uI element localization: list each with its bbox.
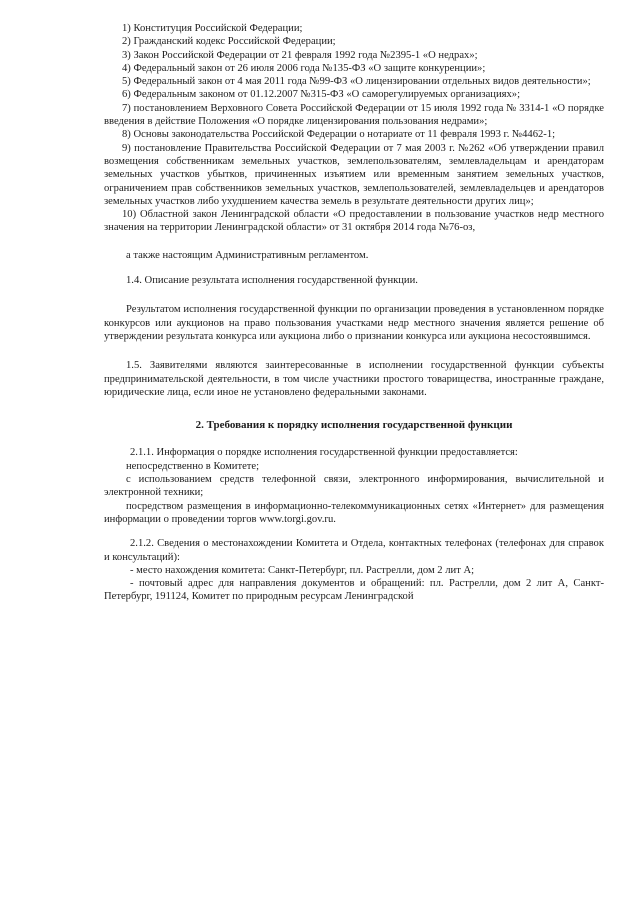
- section-2-1-2-paragraph: 2.1.2. Сведения о местонахождении Комитета и Отдела, контактных телефонах (телефонах для справок и консультаций):: [104, 538, 604, 563]
- legal-basis-item-5: 5) Федеральный закон от 4 мая 2011 года №99-ФЗ «О лицензировании отдельных видов деятельности»;: [122, 76, 591, 88]
- section-1-5-paragraph: 1.5. Заявителями являются заинтересованные в исполнении государственной функции субъекты предпринимательской деятельности, в том числе участники простого товарищества, иностранные граждане, юридические лица, если иное не установлено федеральными законами.: [104, 360, 604, 398]
- legal-basis-item-9: 9) постановление Правительства Российской Федерации от 7 мая 2003 г. №262 «Об утверждении правил возмещения собственникам земельных участков, землепользователям, землевладельцам и арендаторам земельных участков убытков, причиненных изъятием или временным занятием земельных участков, ограничением прав собственников земельных участков, землепользователей, землевладельцев и арендаторов земельных участков либо ухудшением качества земель в результате деятельности других лиц»;: [104, 142, 604, 207]
- legal-basis-item-6: 6) Федеральным законом от 01.12.2007 №315-ФЗ «О саморегулируемых организациях»;: [122, 89, 521, 101]
- info-direct-line: непосредственно в Комитете;: [126, 460, 260, 472]
- legal-basis-item-10: 10) Областной закон Ленинградской области «О предоставлении в пользование участков недр местного значения на территории Ленинградской области» от 31 октября 2014 года №76-оз,: [104, 209, 604, 234]
- legal-basis-item-8: 8) Основы законодательства Российской Федерации о нотариате от 11 февраля 1993 г. №4462-1;: [122, 129, 556, 141]
- info-internet-line: посредством размещения в информационно-телекоммуникационных сетях «Интернет» для размещения информации о проведении торгов www.torgi.gov.ru.: [104, 500, 604, 525]
- section-1-4-title: 1.4. Описание результата исполнения государственной функции.: [126, 275, 418, 287]
- result-paragraph: Результатом исполнения государственной функции по организации проведения в установленном порядке конкурсов или аукционов на право пользования участками недр местного значения является решение об утверждении результата конкурса или аукциона либо о признании конкурса или аукциона несостоявшимся.: [104, 304, 604, 342]
- info-phone-line: с использованием средств телефонной связи, электронного информирования, вычислительной и электронной техники;: [104, 474, 604, 499]
- section-2-heading: 2. Требования к порядку исполнения государственной функции: [195, 419, 513, 432]
- legal-basis-item-7: 7) постановлением Верховного Совета Российской Федерации от 15 июля 1992 года № 3314-1 «О порядке введения в действие Положения «О порядке лицензирования пользования недрами»;: [104, 102, 604, 128]
- legal-basis-item-3: 3) Закон Российской Федерации от 21 февраля 1992 года №2395-1 «О недрах»;: [122, 49, 478, 61]
- document-body: [104, 22, 604, 604]
- legal-basis-item-4: 4) Федеральный закон от 26 июля 2006 года №135-ФЗ «О защите конкуренции»;: [122, 62, 486, 74]
- postal-address-line: - почтовый адрес для направления документов и обращений: пл. Растрелли, дом 2 лит А, Санкт-Петербург, 191124, Комитет по природным ресурсам Ленинградской: [104, 578, 604, 603]
- also-regulation-line: а также настоящим Административным регламентом.: [126, 249, 369, 261]
- legal-basis-item-2: 2) Гражданский кодекс Российской Федерации;: [122, 36, 336, 48]
- section-2-1-1-paragraph: 2.1.1. Информация о порядке исполнения государственной функции предоставляется:: [130, 447, 518, 459]
- location-line: - место нахождения комитета: Санкт-Петербург, пл. Растрелли, дом 2 лит А;: [130, 564, 475, 576]
- legal-basis-item-1: 1) Конституция Российской Федерации;: [122, 23, 303, 34]
